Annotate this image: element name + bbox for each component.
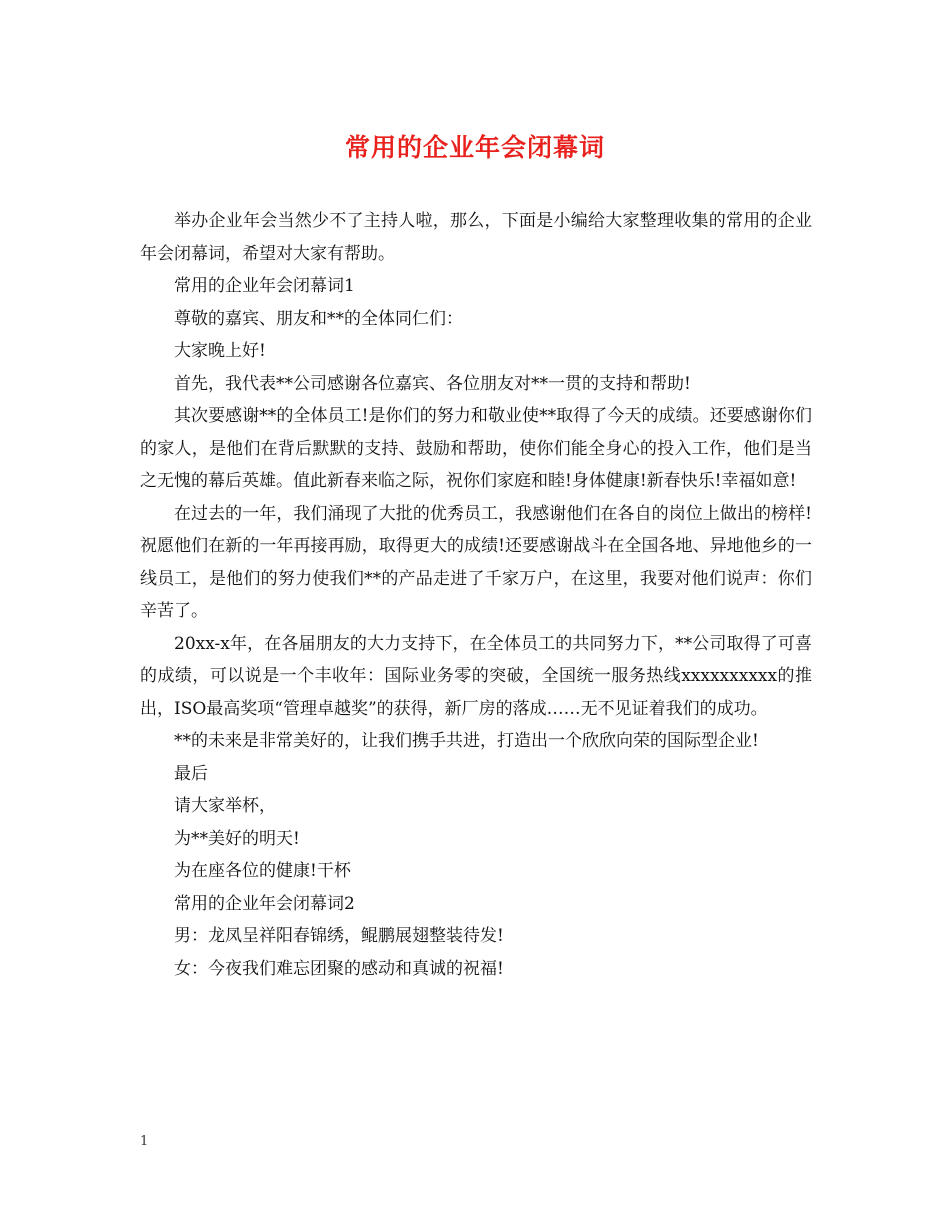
paragraph-greeting: 大家晚上好! — [174, 341, 266, 361]
document-body — [140, 205, 812, 985]
paragraph-future: **的未来是非常美好的，让我们携手共进，打造出一个欣欣向荣的国际型企业! — [174, 731, 759, 751]
section-heading-2: 常用的企业年会闭幕词2 — [174, 893, 355, 914]
paragraph-past-year: 在过去的一年，我们涌现了大批的优秀员工，我感谢他们在各自的岗位上做出的榜样!祝愿他们在新的一年再接再励，取得更大的成绩!还要感谢战斗在全国各地、异地他乡的一线员工，是他们的努力使我们**的产品走进了千家万户，在这里，我要对他们说声：你们辛苦了。 — [140, 503, 812, 621]
paragraph-salutation: 尊敬的嘉宾、朋友和**的全体同仁们： — [174, 308, 463, 329]
paragraph-raise-glass: 请大家举杯， — [174, 796, 276, 816]
section-heading-1: 常用的企业年会闭幕词1 — [174, 276, 355, 296]
paragraph-intro: 举办企业年会当然少不了主持人啦，那么，下面是小编给大家整理收集的常用的企业年会闭幕词，希望对大家有帮助。 — [140, 211, 812, 264]
paragraph-finally: 最后 — [174, 763, 208, 784]
paragraph-toast-tomorrow: 为**美好的明天! — [174, 828, 300, 849]
paragraph-male-host: 男：龙凤呈祥阳春锦绣，鲲鹏展翅整装待发! — [174, 926, 504, 946]
paragraph-thanks-guests: 首先，我代表**公司感谢各位嘉宾、各位朋友对**一贯的支持和帮助! — [174, 373, 691, 394]
page-number: 1 — [140, 1134, 149, 1149]
document-title: 常用的企业年会闭幕词 — [344, 133, 605, 162]
paragraph-thanks-staff: 其次要感谢**的全体员工!是你们的努力和敬业使**取得了今天的成绩。还要感谢你们的家人，是他们在背后默默的支持、鼓励和帮助，使你们能全身心的投入工作，他们是当之无愧的幕后英雄。值此新春来临之际，祝你们家庭和睦!身体健康!新春快乐!幸福如意! — [140, 406, 812, 491]
paragraph-achievements: 20xx-x年，在各届朋友的大力支持下，在全体员工的共同努力下，**公司取得了可喜的成绩，可以说是一个丰收年：国际业务零的突破，全国统一服务热线xxxxxxxxxx的推出，ISO最高奖项“管理卓越奖”的获得，新厂房的落成……无不见证着我们的成功。 — [140, 633, 812, 719]
paragraph-toast-health: 为在座各位的健康!干杯 — [174, 861, 351, 881]
paragraph-female-host: 女：今夜我们难忘团聚的感动和真诚的祝福! — [174, 958, 504, 979]
